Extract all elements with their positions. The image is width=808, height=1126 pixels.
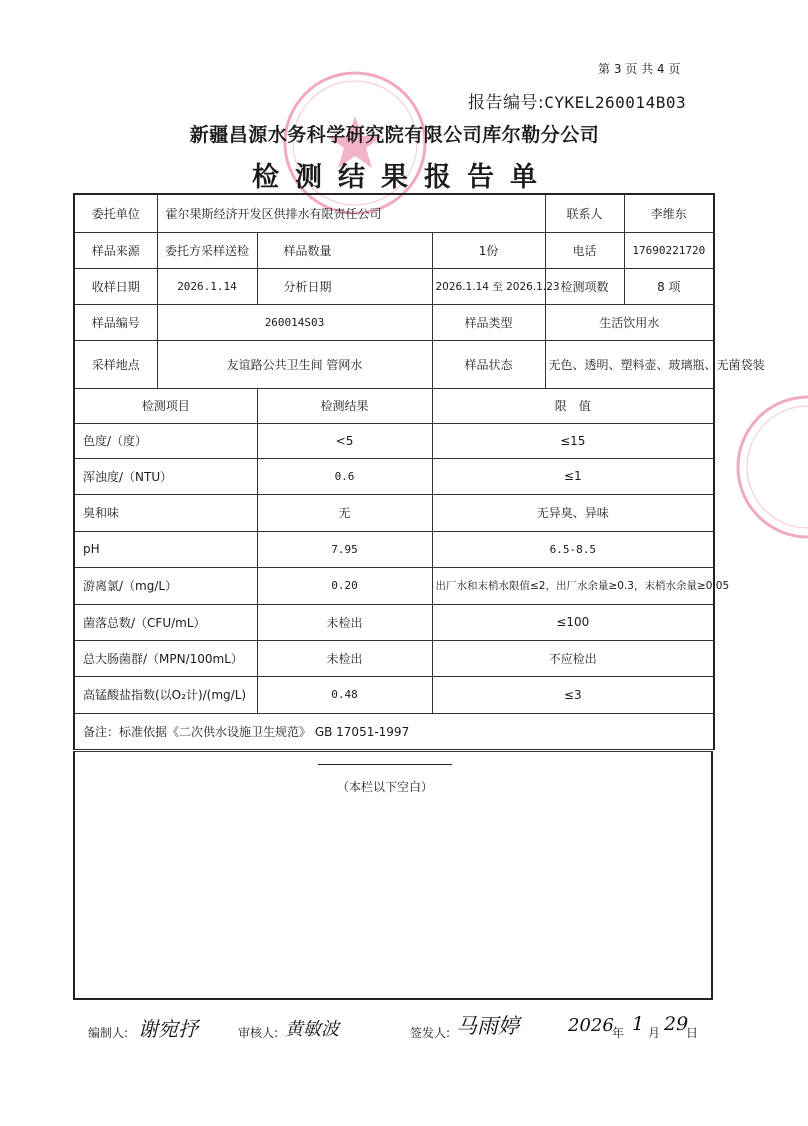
- result-limit: 6.5-8.5: [432, 531, 714, 567]
- sample-no-label: 样品编号: [74, 304, 157, 340]
- remark: 备注：标准依据《二次供水设施卫生规范》 GB 17051-1997: [74, 713, 714, 749]
- result-limit: 不应检出: [432, 640, 714, 676]
- analysis-date-label: 分析日期: [257, 268, 432, 304]
- blank-divider: [318, 764, 452, 765]
- result-row: [74, 494, 714, 531]
- reviewer-signature: 黄敏波: [285, 1019, 339, 1040]
- report-number: [468, 88, 686, 113]
- result-row: [74, 531, 714, 567]
- result-value: 0.48: [257, 676, 432, 713]
- sign-year: 2026: [568, 1015, 614, 1036]
- result-value: 未检出: [257, 604, 432, 640]
- result-item: 浑浊度/（NTU）: [74, 458, 257, 494]
- result-item: 菌落总数/（CFU/mL）: [74, 604, 257, 640]
- items-count-label: 检测项数: [545, 268, 624, 304]
- half-seal-icon: [748, 392, 808, 542]
- result-value: 未检出: [257, 640, 432, 676]
- page-number: 第 3 页 共 4 页: [598, 62, 681, 76]
- year-unit: 年: [612, 1026, 625, 1040]
- result-value: 无: [257, 494, 432, 531]
- report-number-value: CYKEL260014B03: [544, 93, 687, 112]
- header-result: 检测结果: [257, 388, 432, 423]
- analysis-date-value: 2026.1.14 至 2026.1.23: [432, 268, 545, 304]
- result-limit: 出厂水和末梢水限值≤2，出厂水余量≥0.3，末梢水余量≥0.05: [432, 567, 714, 604]
- header-limit: 限 值: [432, 388, 714, 423]
- qty-value: 1份: [432, 232, 545, 268]
- results-header-row: [74, 388, 714, 423]
- issuer-label: 签发人:: [410, 1026, 451, 1040]
- phone-value: 17690221720: [624, 232, 714, 268]
- remark-row: [74, 713, 714, 749]
- result-row: [74, 458, 714, 494]
- recv-date-value: 2026.1.14: [157, 268, 257, 304]
- report-table: [73, 193, 765, 750]
- sample-type-value: 生活饮用水: [545, 304, 714, 340]
- sample-no-value: 260014S03: [157, 304, 432, 340]
- result-value: 0.6: [257, 458, 432, 494]
- result-limit: 无异臭、异味: [432, 494, 714, 531]
- reviewer-label: 审核人:: [238, 1026, 279, 1040]
- qty-label: 样品数量: [257, 232, 432, 268]
- sample-type-label: 样品类型: [432, 304, 545, 340]
- info-row-site: [74, 340, 714, 388]
- result-row: [74, 423, 714, 458]
- client-value: 霍尔果斯经济开发区供排水有限责任公司: [157, 194, 545, 232]
- info-row-sample: [74, 304, 714, 340]
- contact-value: 李维东: [624, 194, 714, 232]
- result-item: 高锰酸盐指数(以O₂计)/(mg/L): [74, 676, 257, 713]
- result-row: [74, 676, 714, 713]
- result-limit: ≤3: [432, 676, 714, 713]
- month-unit: 月: [648, 1026, 661, 1040]
- result-limit: ≤15: [432, 423, 714, 458]
- source-label: 样品来源: [74, 232, 157, 268]
- site-label: 采样地点: [74, 340, 157, 388]
- sign-month: 1: [632, 1013, 645, 1035]
- result-row: [74, 567, 714, 604]
- sign-day: 29: [664, 1013, 689, 1035]
- result-limit: ≤100: [432, 604, 714, 640]
- info-row-client: [74, 194, 714, 232]
- source-value: 委托方采样送检: [157, 232, 257, 268]
- result-item: 臭和味: [74, 494, 257, 531]
- phone-label: 电话: [545, 232, 624, 268]
- contact-label: 联系人: [545, 194, 624, 232]
- site-value: 友谊路公共卫生间 管网水: [157, 340, 432, 388]
- items-count-value: 8 项: [624, 268, 714, 304]
- result-item: pH: [74, 531, 257, 567]
- result-item: 总大肠菌群/（MPN/100mL）: [74, 640, 257, 676]
- blank-note: （本栏以下空白）: [336, 780, 433, 794]
- result-item: 游离氯/（mg/L）: [74, 567, 257, 604]
- result-item: 色度/（度）: [74, 423, 257, 458]
- report-number-label: 报告编号:: [468, 93, 545, 113]
- info-row-source: [74, 232, 714, 268]
- result-row: [74, 604, 714, 640]
- result-value: 7.95: [257, 531, 432, 567]
- organization-name: 新疆昌源水务科学研究院有限公司库尔勒分公司: [189, 124, 600, 146]
- recv-date-label: 收样日期: [74, 268, 157, 304]
- editor-signature: 谢宛抒: [138, 1017, 198, 1041]
- header-item: 检测项目: [74, 388, 257, 423]
- editor-label: 编制人:: [88, 1026, 129, 1040]
- issuer-signature: 马雨婷: [456, 1014, 519, 1038]
- day-unit: 日: [686, 1026, 699, 1040]
- result-limit: ≤1: [432, 458, 714, 494]
- info-row-dates: [74, 268, 714, 304]
- client-label: 委托单位: [74, 194, 157, 232]
- document-title: 检测结果报告单: [252, 162, 553, 193]
- result-row: [74, 640, 714, 676]
- result-value: <5: [257, 423, 432, 458]
- state-value: 无色、透明、塑料壶、玻璃瓶、无菌袋装: [545, 340, 714, 388]
- result-value: 0.20: [257, 567, 432, 604]
- state-label: 样品状态: [432, 340, 545, 388]
